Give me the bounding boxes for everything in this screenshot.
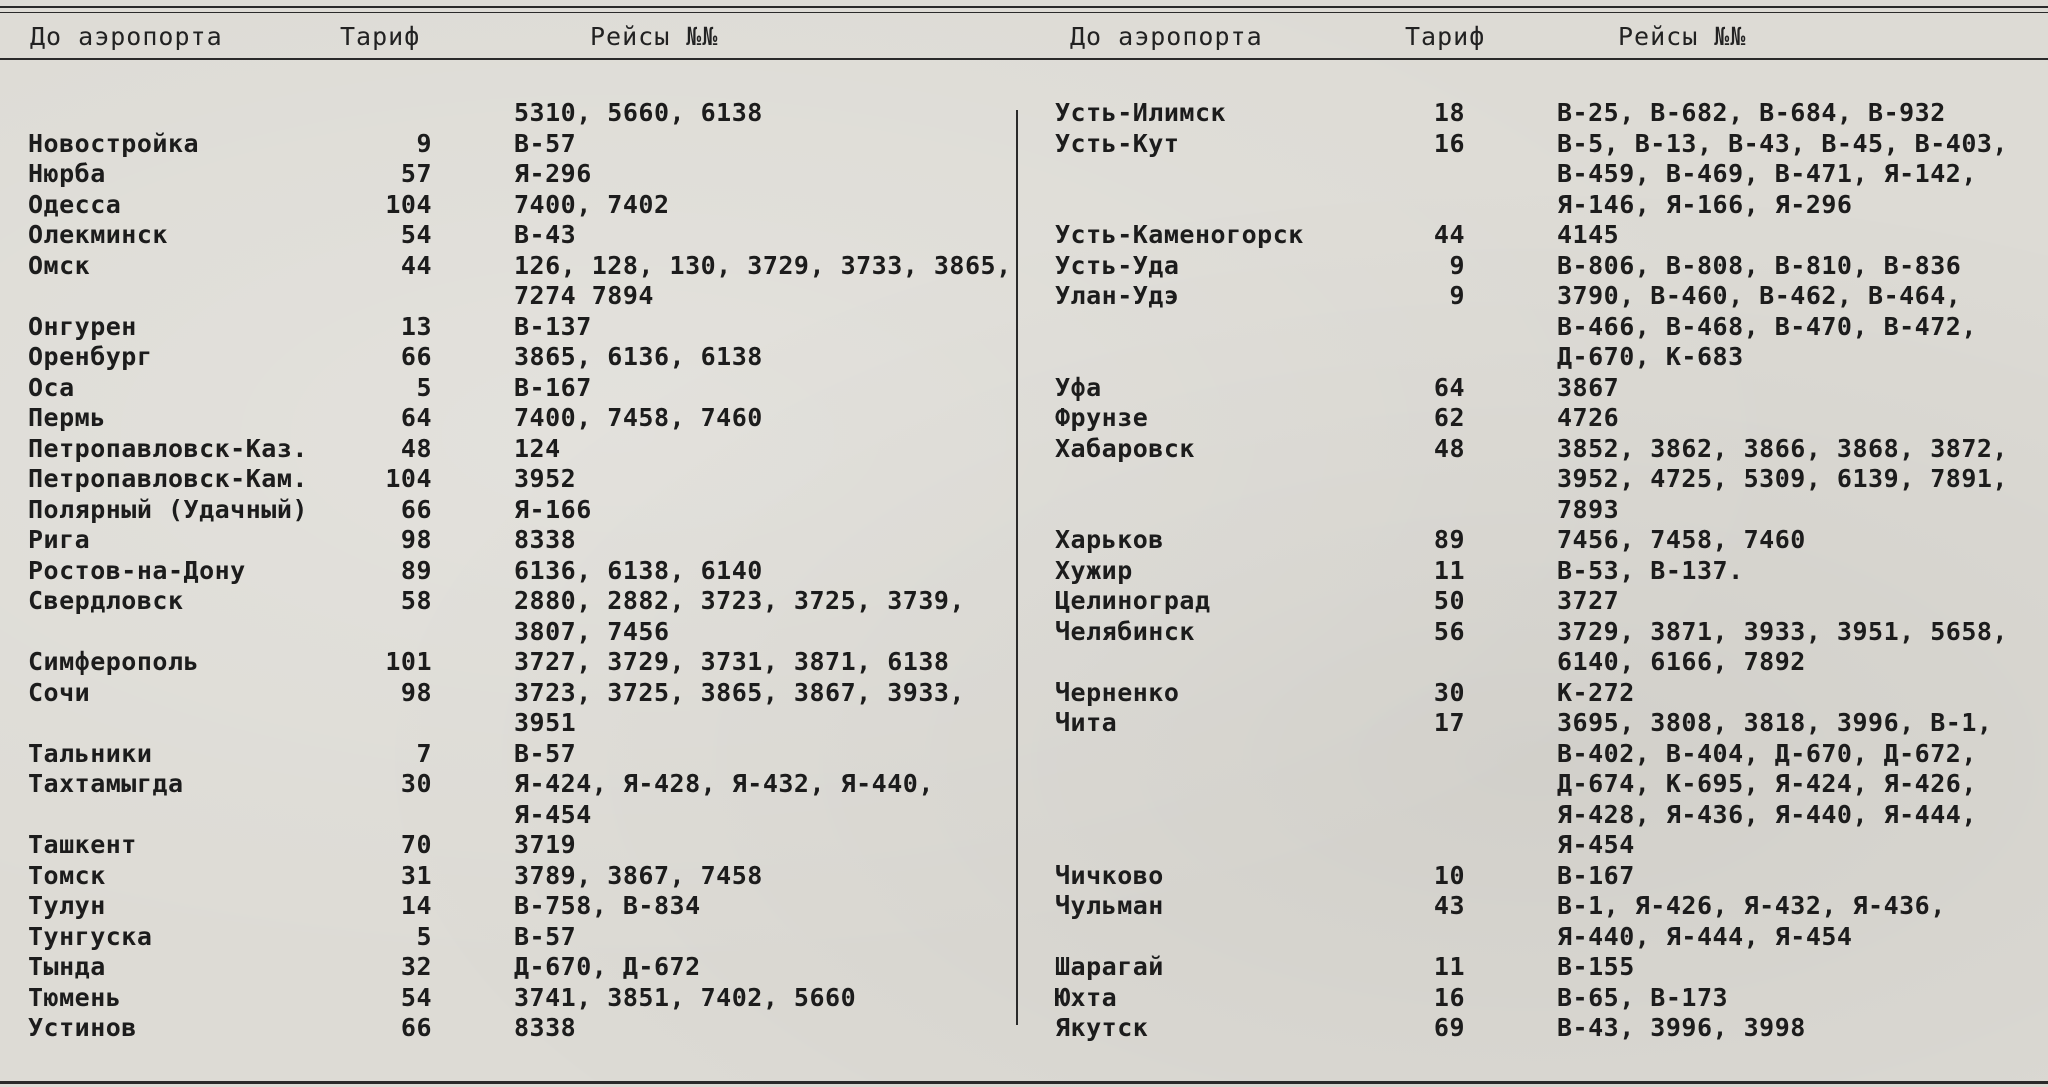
airport-name: Пермь <box>28 403 106 432</box>
airport-name: Тулун <box>28 891 106 920</box>
flight-numbers: 2880, 2882, 3723, 3725, 3739, <box>514 586 965 615</box>
header-city-right: До аэропорта <box>1070 22 1263 51</box>
airport-name: Симферополь <box>28 647 200 676</box>
airport-name: Оренбург <box>28 342 153 371</box>
fare-value: 9 <box>1449 250 1465 280</box>
fare-value: 89 <box>1433 525 1465 554</box>
flight-numbers: Я-428, Я-436, Я-440, Я-444, <box>1557 799 1977 829</box>
header-flights-left: Рейсы №№ <box>590 22 719 51</box>
airport-name: Петропавловск-Каз. <box>28 433 308 463</box>
fare-value: 31 <box>400 860 432 890</box>
airport-name: Чичково <box>1055 860 1164 890</box>
flight-numbers: В-65, В-173 <box>1557 982 1729 1012</box>
airport-name: Ростов-на-Дону <box>28 555 246 585</box>
top-rule <box>0 6 2048 8</box>
airport-name: Свердловск <box>28 586 184 615</box>
fare-value: 5 <box>416 372 432 402</box>
fare-value: 66 <box>400 494 432 524</box>
flight-numbers: В-459, В-469, В-471, Я-142, <box>1557 159 1977 188</box>
fare-value: 89 <box>400 555 432 585</box>
flight-numbers: В-167 <box>514 372 592 402</box>
fare-value: 64 <box>400 403 432 432</box>
airport-name: Ташкент <box>28 830 137 859</box>
flight-numbers: 3867 <box>1557 372 1620 402</box>
fare-value: 48 <box>1433 433 1465 463</box>
flight-numbers: 6140, 6166, 7892 <box>1557 647 1806 676</box>
airport-name: Юхта <box>1055 982 1118 1012</box>
fare-value: 54 <box>400 220 432 249</box>
flight-numbers: 3723, 3725, 3865, 3867, 3933, <box>514 677 965 707</box>
flight-numbers: 3729, 3871, 3933, 3951, 5658, <box>1557 616 2008 646</box>
fare-value: 43 <box>1433 891 1465 920</box>
airport-name: Хужир <box>1055 555 1133 585</box>
airport-name: Чита <box>1055 708 1118 737</box>
fare-value: 98 <box>400 525 432 554</box>
fare-value: 104 <box>385 464 432 493</box>
flight-numbers: В-57 <box>514 921 577 951</box>
fare-value: 50 <box>1433 586 1465 615</box>
flight-numbers: 7893 <box>1557 494 1620 524</box>
fare-value: 30 <box>1433 677 1465 707</box>
airport-name: Тахтамыгда <box>28 769 184 798</box>
flight-numbers: 3719 <box>514 830 577 859</box>
fare-value: 58 <box>400 586 432 615</box>
airport-name: Хабаровск <box>1055 433 1195 463</box>
flight-numbers: В-167 <box>1557 860 1635 890</box>
flight-numbers: Я-424, Я-428, Я-432, Я-440, <box>514 769 934 798</box>
flight-numbers: 3807, 7456 <box>514 616 670 646</box>
header-fare-left: Тариф <box>340 22 421 51</box>
airport-name: Томск <box>28 860 106 890</box>
flight-numbers: Я-454 <box>514 799 592 829</box>
flight-numbers: В-5, В-13, В-43, В-45, В-403, <box>1557 128 2008 158</box>
flight-numbers: Я-440, Я-444, Я-454 <box>1557 921 1853 951</box>
fare-value: 32 <box>400 952 432 981</box>
airport-name: Чульман <box>1055 891 1164 920</box>
header-flights-right: Рейсы №№ <box>1618 22 1747 51</box>
top-rule-thin <box>0 12 2048 13</box>
bottom-rule <box>0 1081 2048 1084</box>
airport-name: Целиноград <box>1055 586 1211 615</box>
fare-value: 17 <box>1433 708 1465 737</box>
header-city-left: До аэропорта <box>30 22 223 51</box>
fare-value: 104 <box>385 189 432 219</box>
flight-numbers: 3952, 4725, 5309, 6139, 7891, <box>1557 464 2008 493</box>
fare-value: 30 <box>400 769 432 798</box>
fare-value: 98 <box>400 677 432 707</box>
flight-numbers: В-1, Я-426, Я-432, Я-436, <box>1557 891 1946 920</box>
flight-numbers: Я-454 <box>1557 830 1635 859</box>
flight-numbers: В-57 <box>514 738 577 768</box>
flight-numbers: Я-296 <box>514 159 592 188</box>
fare-value: 44 <box>1433 220 1465 249</box>
flight-numbers: 7456, 7458, 7460 <box>1557 525 1806 554</box>
flight-numbers: 6136, 6138, 6140 <box>514 555 763 585</box>
airport-name: Якутск <box>1055 1013 1149 1042</box>
flight-numbers: 3695, 3808, 3818, 3996, В-1, <box>1557 708 1993 737</box>
airport-name: Усть-Илимск <box>1055 98 1227 127</box>
airport-name: Петропавловск-Кам. <box>28 464 308 493</box>
fare-value: 44 <box>400 250 432 280</box>
fare-value: 64 <box>1433 372 1465 402</box>
fare-value: 62 <box>1433 403 1465 432</box>
flight-numbers: В-43, 3996, 3998 <box>1557 1013 1806 1042</box>
flight-numbers: 3727 <box>1557 586 1620 615</box>
flight-numbers: Д-674, К-695, Я-424, Я-426, <box>1557 769 1977 798</box>
fare-value: 101 <box>385 647 432 676</box>
airport-name: Шарагай <box>1055 952 1164 981</box>
flight-numbers: В-137 <box>514 311 592 341</box>
column-divider <box>1016 110 1018 1025</box>
fare-value: 56 <box>1433 616 1465 646</box>
airport-name: Новостройка <box>28 128 200 158</box>
fare-value: 10 <box>1433 860 1465 890</box>
flight-numbers: В-25, В-682, В-684, В-932 <box>1557 98 1946 127</box>
airport-name: Одесса <box>28 189 122 219</box>
airport-name: Уфа <box>1055 372 1102 402</box>
flight-numbers: 7400, 7402 <box>514 189 670 219</box>
flight-numbers: 3865, 6136, 6138 <box>514 342 763 371</box>
fare-value: 54 <box>400 982 432 1012</box>
fare-value: 14 <box>400 891 432 920</box>
airport-name: Полярный (Удачный) <box>28 494 308 524</box>
airport-name: Усть-Кут <box>1055 128 1180 158</box>
flight-numbers: 3852, 3862, 3866, 3868, 3872, <box>1557 433 2008 463</box>
airport-name: Тальники <box>28 738 153 768</box>
flight-numbers: В-155 <box>1557 952 1635 981</box>
flight-numbers: Я-146, Я-166, Я-296 <box>1557 189 1853 219</box>
airport-name: Нюрба <box>28 159 106 188</box>
airport-name: Олекминск <box>28 220 168 249</box>
fare-value: 48 <box>400 433 432 463</box>
flight-numbers: 4145 <box>1557 220 1620 249</box>
header-fare-right: Тариф <box>1405 22 1486 51</box>
airport-name: Усть-Каменогорск <box>1055 220 1304 249</box>
fare-value: 70 <box>400 830 432 859</box>
fare-value: 57 <box>400 159 432 188</box>
fare-value: 11 <box>1433 952 1465 981</box>
fare-value: 11 <box>1433 555 1465 585</box>
flight-numbers: Я-166 <box>514 494 592 524</box>
fare-value: 69 <box>1433 1013 1465 1042</box>
flight-numbers: В-53, В-137. <box>1557 555 1744 585</box>
fare-value: 5 <box>416 921 432 951</box>
fare-value: 9 <box>1449 281 1465 310</box>
flight-numbers: В-466, В-468, В-470, В-472, <box>1557 311 1977 341</box>
flight-numbers: 7274 7894 <box>514 281 654 310</box>
airport-name: Рига <box>28 525 91 554</box>
flight-numbers: 8338 <box>514 1013 577 1042</box>
flight-numbers: 126, 128, 130, 3729, 3733, 3865, <box>514 250 1012 280</box>
fare-value: 16 <box>1433 982 1465 1012</box>
flight-numbers: К-272 <box>1557 677 1635 707</box>
flight-numbers: 3790, В-460, В-462, В-464, <box>1557 281 1962 310</box>
header-rule <box>0 58 2048 60</box>
flight-numbers: 5310, 5660, 6138 <box>514 98 763 127</box>
flight-numbers: Д-670, Д-672 <box>514 952 701 981</box>
fare-value: 18 <box>1433 98 1465 127</box>
fare-value: 16 <box>1433 128 1465 158</box>
airport-name: Улан-Удэ <box>1055 281 1180 310</box>
flight-numbers: 7400, 7458, 7460 <box>514 403 763 432</box>
airport-name: Устинов <box>28 1013 137 1042</box>
airport-name: Тында <box>28 952 106 981</box>
flight-numbers: 124 <box>514 433 561 463</box>
flight-numbers: В-758, В-834 <box>514 891 701 920</box>
airport-name: Тюмень <box>28 982 122 1012</box>
airport-name: Омск <box>28 250 91 280</box>
fare-value: 7 <box>416 738 432 768</box>
airport-name: Онгурен <box>28 311 137 341</box>
flight-numbers: В-402, В-404, Д-670, Д-672, <box>1557 738 1977 768</box>
airport-name: Харьков <box>1055 525 1164 554</box>
flight-numbers: Д-670, К-683 <box>1557 342 1744 371</box>
flight-numbers: В-806, В-808, В-810, В-836 <box>1557 250 1962 280</box>
airport-name: Усть-Уда <box>1055 250 1180 280</box>
flight-numbers: 3951 <box>514 708 577 737</box>
flight-numbers: 3789, 3867, 7458 <box>514 860 763 890</box>
flight-numbers: 3741, 3851, 7402, 5660 <box>514 982 857 1012</box>
fare-value: 13 <box>400 311 432 341</box>
airport-name: Оса <box>28 372 75 402</box>
fare-value: 9 <box>416 128 432 158</box>
airport-name: Сочи <box>28 677 91 707</box>
fare-value: 66 <box>400 342 432 371</box>
flight-numbers: 8338 <box>514 525 577 554</box>
airport-name: Фрунзе <box>1055 403 1149 432</box>
fare-value: 66 <box>400 1013 432 1042</box>
flight-numbers: В-57 <box>514 128 577 158</box>
flight-numbers: 3952 <box>514 464 577 493</box>
flight-numbers: 4726 <box>1557 403 1620 432</box>
flight-numbers: 3727, 3729, 3731, 3871, 6138 <box>514 647 950 676</box>
airport-name: Челябинск <box>1055 616 1195 646</box>
flight-numbers: В-43 <box>514 220 577 249</box>
airport-name: Тунгуска <box>28 921 153 951</box>
airport-name: Черненко <box>1055 677 1180 707</box>
